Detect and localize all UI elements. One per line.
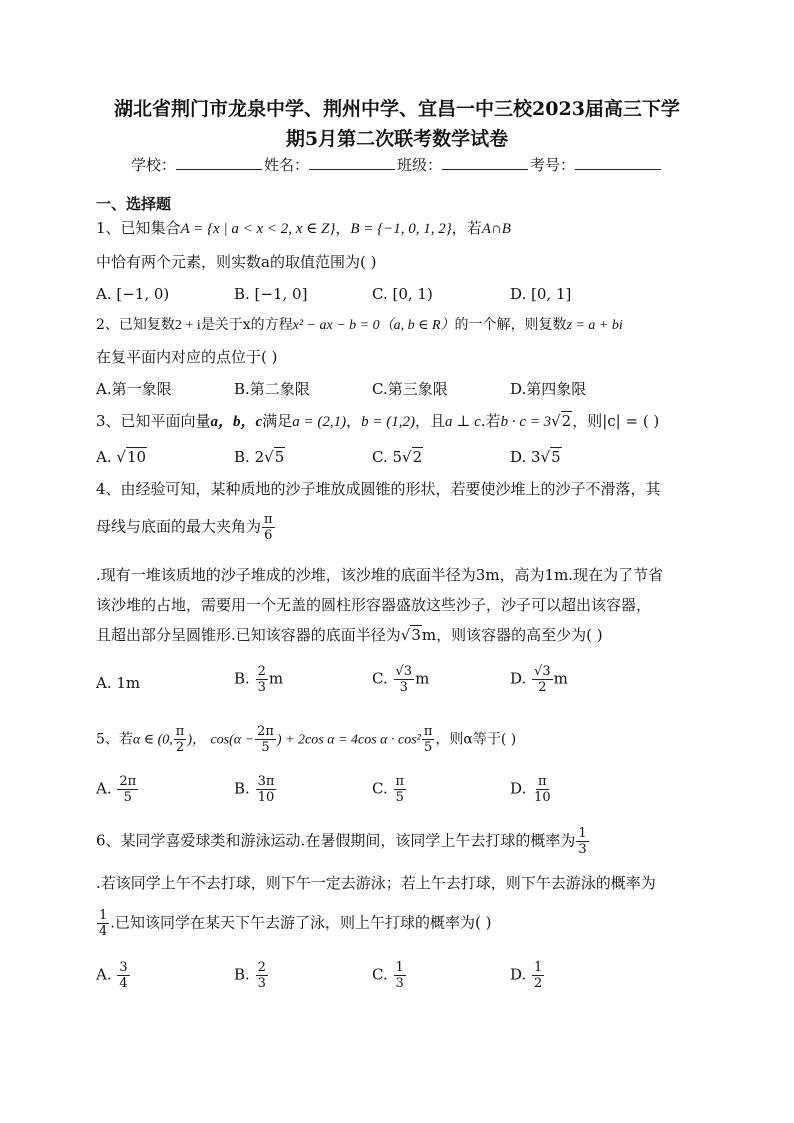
q1-option-b[interactable]: B. [−1, 0] — [234, 285, 308, 303]
q1-option-a[interactable]: A. [−1, 0) — [96, 285, 170, 303]
class-label: 班级： — [397, 156, 443, 174]
q5-option-c[interactable]: C. $\frac{\pi}{5}$ — [372, 774, 405, 805]
question-5-stem: 5、若α ∈ (0, $\frac{\pi}{2}$ )， cos(α − $\frac{2\pi}{5}$ ) + 2cos α = 4cos α · cos² $\frac{\pi}{5}$ ，则α等于( ) — [96, 724, 517, 755]
name-field[interactable] — [309, 155, 395, 170]
q4-option-b[interactable]: B. $\frac{2}{3}$ m — [234, 664, 284, 695]
exam-no-field[interactable] — [575, 155, 661, 170]
q3-option-d[interactable]: D. 3√5 — [510, 448, 561, 466]
fraction: $\frac{\pi}{6}$ — [264, 512, 273, 543]
q5-option-a[interactable]: A. $\frac{2\pi}{5}$ — [96, 774, 137, 805]
intersection: A∩B — [481, 221, 511, 237]
question-1-stem-line2: 中恰有两个元素，则实数a的取值范围为( ) — [96, 253, 377, 271]
q3-option-c[interactable]: C. 5√2 — [372, 448, 423, 466]
question-6-stem-line3: $\frac{1}{4}$ .已知该同学在某天下午去游了泳，则上午打球的概率为( ) — [99, 908, 492, 939]
page-title-line1: 湖北省荆门市龙泉中学、荆州中学、宜昌一中三校2023届高三下学 — [114, 98, 680, 120]
sqrt: √2 — [551, 412, 572, 430]
question-6-stem: 6、某同学喜爱球类和游泳运动.在暑假期间，该同学上午去打球的概率为 $\frac{1}{3}$ — [96, 826, 587, 857]
q2-option-b[interactable]: B.第二象限 — [234, 380, 310, 398]
question-4-stem-line4: 该沙堆的占地，需要用一个无盖的圆柱形容器盛放这些沙子，沙子可以超出该容器， — [96, 596, 652, 614]
question-4-stem-line5: 且超出部分呈圆锥形.已知该容器的底面半径为√3m，则该容器的高至少为( ) — [96, 626, 603, 644]
q1-option-c[interactable]: C. [0, 1) — [372, 285, 433, 303]
question-2-stem: 2、已知复数2 + i是关于x的方程x² − ax − b = 0（a, b ∈ R）的一个解，则复数z = a + bi — [96, 317, 623, 333]
question-4-stem-line2: 母线与底面的最大夹角为 $\frac{\pi}{6}$ — [96, 512, 273, 543]
question-4-stem: 4、由经验可知，某种质地的沙子堆放成圆锥的形状，若要使沙堆上的沙子不滑落，其 — [96, 480, 661, 498]
q5-option-d[interactable]: D. $\frac{\pi}{10}$ — [510, 774, 551, 805]
student-info-row — [0, 154, 794, 175]
q6-option-d[interactable]: D. $\frac{1}{2}$ — [510, 960, 543, 991]
class-field[interactable] — [442, 155, 528, 170]
q6-option-a[interactable]: A. $\frac{3}{4}$ — [96, 960, 128, 991]
question-1-stem: 1、已知集合A = {x | a < x < 2, x ∈ Z}，B = {−1, 0, 1, 2}，若A∩B — [96, 219, 511, 237]
name-label: 姓名： — [263, 156, 309, 174]
q3-option-b[interactable]: B. 2√5 — [234, 448, 285, 466]
q4-option-c[interactable]: C. $\frac{√3}{3}$ m — [372, 664, 430, 695]
school-label: 学校： — [130, 156, 176, 174]
q5-option-b[interactable]: B. $\frac{3\pi}{10}$ — [234, 774, 275, 805]
set-a: A = {x | a < x < 2, x ∈ Z} — [180, 221, 336, 237]
page-title-line2: 期5月第二次联考数学试卷 — [285, 128, 509, 150]
exam-no-label: 考号： — [530, 156, 576, 174]
q6-option-b[interactable]: B. $\frac{2}{3}$ — [234, 960, 266, 991]
section-heading: 一、选择题 — [96, 195, 172, 213]
q2-option-d[interactable]: D.第四象限 — [510, 380, 587, 398]
question-3-stem: 3、已知平面向量a，b，c满足a = (2,1)，b = (1,2)，且a ⊥ c.若b · c = 3√2，则|c| = ( ) — [96, 412, 660, 430]
q2-option-c[interactable]: C.第三象限 — [372, 380, 448, 398]
q2-option-a[interactable]: A.第一象限 — [96, 380, 172, 398]
q6-option-c[interactable]: C. $\frac{1}{3}$ — [372, 960, 404, 991]
question-2-stem-line2: 在复平面内对应的点位于( ) — [96, 348, 278, 366]
question-6-stem-line2: .若该同学上午不去打球，则下午一定去游泳；若上午去打球，则下午去游泳的概率为 — [96, 874, 656, 892]
school-field[interactable] — [176, 155, 262, 170]
q1-option-d[interactable]: D. [0, 1] — [510, 285, 572, 303]
set-b: B = {−1, 0, 1, 2} — [350, 221, 452, 237]
question-4-stem-line3: .现有一堆该质地的沙子堆成的沙堆，该沙堆的底面半径为3m，高为1m.现在为了节省 — [96, 566, 664, 584]
q4-option-d[interactable]: D. $\frac{√3}{2}$ m — [510, 664, 568, 695]
q3-option-a[interactable]: A. √10 — [96, 448, 147, 466]
q4-option-a[interactable]: A. 1m — [96, 674, 141, 692]
